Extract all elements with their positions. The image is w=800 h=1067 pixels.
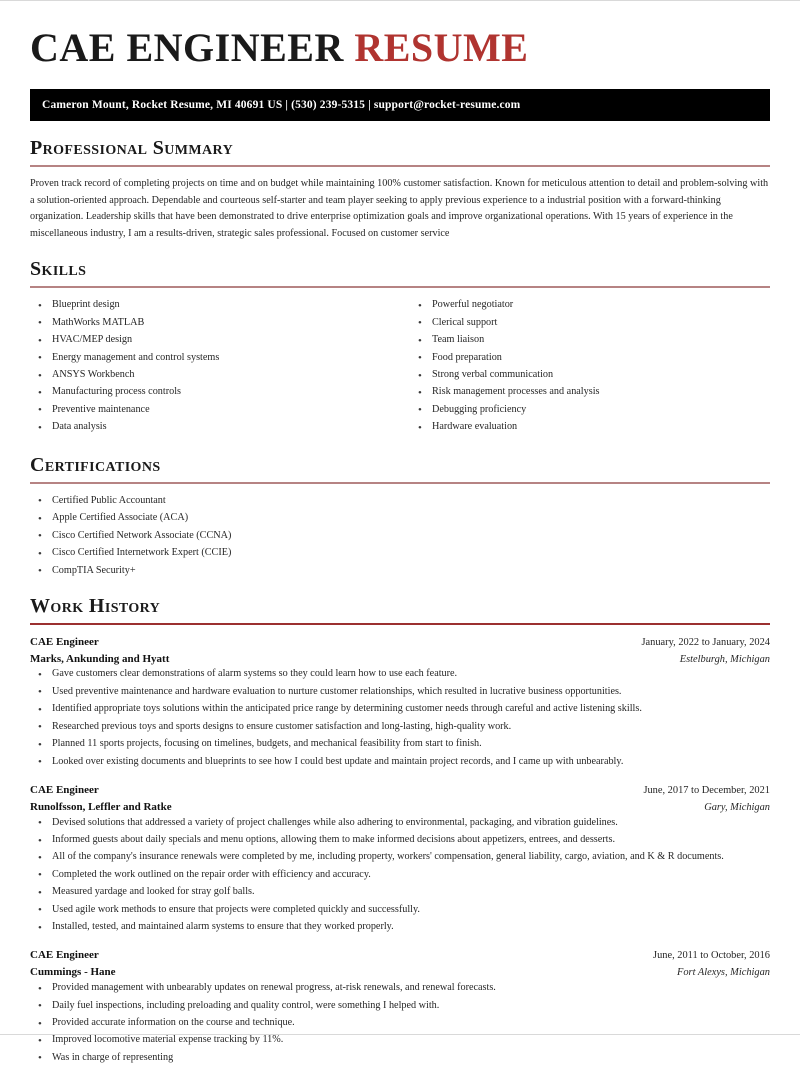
skill-item: • Food preparation (410, 351, 770, 366)
job-bullet-item: • Daily fuel inspections, including preloading and quality control, were something I helped with. (30, 999, 770, 1014)
skill-item: • Blueprint design (30, 298, 400, 313)
section-heading-work-history: Work History (30, 594, 161, 617)
section-work-history (30, 595, 770, 1066)
section-divider-summary (30, 165, 770, 167)
job-bullet-item: • Provided accurate information on the course and technique. (30, 1016, 770, 1031)
job-bullet-item: • Measured yardage and looked for stray golf balls. (30, 885, 770, 900)
job-bullet-list (30, 816, 770, 936)
job-bullet-item: • Researched previous toys and sports designs to ensure customer satisfaction and long-lasting, high-quality work. (30, 720, 770, 735)
job-dates: June, 2017 to December, 2021 (643, 784, 770, 796)
resume-title-accent: RESUME (354, 25, 529, 70)
skills-list-right (410, 298, 770, 435)
section-heading-skills: Skills (30, 258, 87, 281)
certification-item: • Certified Public Accountant (30, 494, 770, 509)
skills-columns (30, 298, 770, 438)
skill-item: • Energy management and control systems (30, 351, 400, 366)
work-history-entry (30, 947, 770, 1066)
job-bullet-item: • Devised solutions that addressed a variety of project challenges while also adhering to environmental, packaging, and vibration guidelines. (30, 816, 770, 831)
job-bullet-item: • Gave customers clear demonstrations of alarm systems so they could learn how to use each feature. (30, 667, 770, 682)
job-company-row (30, 651, 770, 668)
job-location: Fort Alexys, Michigan (676, 967, 770, 979)
job-bullet-item: • Installed, tested, and maintained alarm systems to ensure that they worked properly. (30, 920, 770, 935)
job-title-row (30, 782, 770, 799)
job-bullet-list (30, 981, 770, 1066)
certifications-wrap (30, 494, 770, 579)
job-dates: June, 2011 to October, 2016 (653, 950, 770, 962)
skill-item: • Preventive maintenance (30, 403, 400, 418)
skill-item: • Clerical support (410, 316, 770, 331)
section-divider-certifications (30, 482, 770, 484)
job-bullet-list (30, 667, 770, 769)
contact-bar (30, 89, 770, 121)
skill-item: • MathWorks MATLAB (30, 316, 400, 331)
skill-item: • Powerful negotiator (410, 298, 770, 313)
work-history-entry (30, 634, 770, 770)
certification-item: • CompTIA Security+ (30, 564, 770, 579)
summary-text: Proven track record of completing projects on time and on budget while maintaining 100% customer satisfaction. Known for meticulous attention to detail and problem-solving with a solution-oriented approach. Dependable and courteous self-starter and team player seeking to apply previous experience to a industrial position with a forward-thinking organization. Leadership skills that have been demonstrated to drive enterprise optimization goals and improve organizational operations. With 15 years of experience in the miscellaneous industry, I am a results-driven, strategic sales professional. Focused on customer service (30, 178, 769, 239)
certifications-list (30, 494, 770, 579)
work-history-entry (30, 782, 770, 936)
skill-item: • Debugging proficiency (410, 403, 770, 418)
skill-item: • Risk management processes and analysis (410, 385, 770, 400)
job-location: Gary, Michigan (704, 801, 770, 813)
job-location: Estelburgh, Michigan (679, 653, 770, 665)
skills-column-left (30, 298, 400, 438)
skill-item: • Hardware evaluation (410, 420, 770, 435)
work-history-list (30, 634, 770, 1066)
skill-item: • Data analysis (30, 420, 400, 435)
job-title: CAE Engineer (30, 635, 99, 648)
job-title-row (30, 947, 770, 964)
skill-item: • Manufacturing process controls (30, 385, 400, 400)
skill-item: • Team liaison (410, 333, 770, 348)
job-title-row (30, 634, 770, 651)
job-bullet-item: • All of the company's insurance renewals were completed by me, including property, workers' compensation, general liability, cargo, aviation, and K & R documents. (30, 850, 770, 865)
skill-item: • HVAC/MEP design (30, 333, 400, 348)
skill-item: • ANSYS Workbench (30, 368, 400, 383)
job-bullet-item: • Was in charge of representing (30, 1051, 770, 1066)
job-bullet-item: • Provided management with unbearably updates on renewal progress, at-risk renewals, and renewal forecasts. (30, 981, 770, 996)
job-company-row (30, 964, 770, 981)
job-bullet-item: • Identified appropriate toys solutions within the anticipated price range by determining customer needs through careful and active listening skills. (30, 702, 770, 717)
job-bullet-item: • Looked over existing documents and blueprints to see how I could best update and maintain project records, and I came up with unbearably. (30, 755, 770, 770)
job-bullet-item: • Used agile work methods to ensure that projects were completed quickly and successfully. (30, 903, 770, 918)
certification-item: • Apple Certified Associate (ACA) (30, 511, 770, 526)
resume-title (30, 1, 770, 69)
section-divider-skills (30, 286, 770, 288)
certification-item: • Cisco Certified Network Associate (CCNA) (30, 529, 770, 544)
job-bullet-item: • Planned 11 sports projects, focusing on timelines, budgets, and mechanical feasibility from start to finish. (30, 737, 770, 752)
resume-title-main: CAE ENGINEER (30, 25, 344, 70)
section-heading-certifications: Certifications (30, 453, 161, 476)
skills-list-left (30, 298, 400, 435)
job-company: Runolfsson, Leffler and Ratke (30, 800, 172, 813)
section-skills (30, 258, 770, 438)
job-company: Marks, Ankunding and Hyatt (30, 652, 170, 665)
skill-item: • Strong verbal communication (410, 368, 770, 383)
job-bullet-item: • Completed the work outlined on the repair order with efficiency and accuracy. (30, 868, 770, 883)
job-company: Cummings - Hane (30, 966, 116, 979)
skills-column-right (400, 298, 770, 438)
section-heading-summary: Professional Summary (30, 137, 234, 159)
job-bullet-item: • Informed guests about daily specials and menu options, allowing them to make informed decisions about appetizers, entrees, and desserts. (30, 833, 770, 848)
section-divider-work-history (30, 623, 770, 625)
job-bullet-item: • Improved locomotive material expense tracking by 11%. (30, 1033, 770, 1048)
certification-item: • Cisco Certified Internetwork Expert (CCIE) (30, 546, 770, 561)
job-bullet-item: • Used preventive maintenance and hardware evaluation to nurture customer relationships, which resulted in lucrative business opportunities. (30, 685, 770, 700)
job-company-row (30, 799, 770, 816)
job-title: CAE Engineer (30, 783, 99, 796)
job-title: CAE Engineer (30, 949, 99, 962)
job-dates: January, 2022 to January, 2024 (641, 636, 770, 648)
section-professional-summary (30, 137, 770, 242)
contact-line: Cameron Mount, Rocket Resume, MI 40691 US | (530) 239-5315 | support@rocket-resume.com (42, 99, 521, 111)
section-certifications (30, 454, 770, 579)
